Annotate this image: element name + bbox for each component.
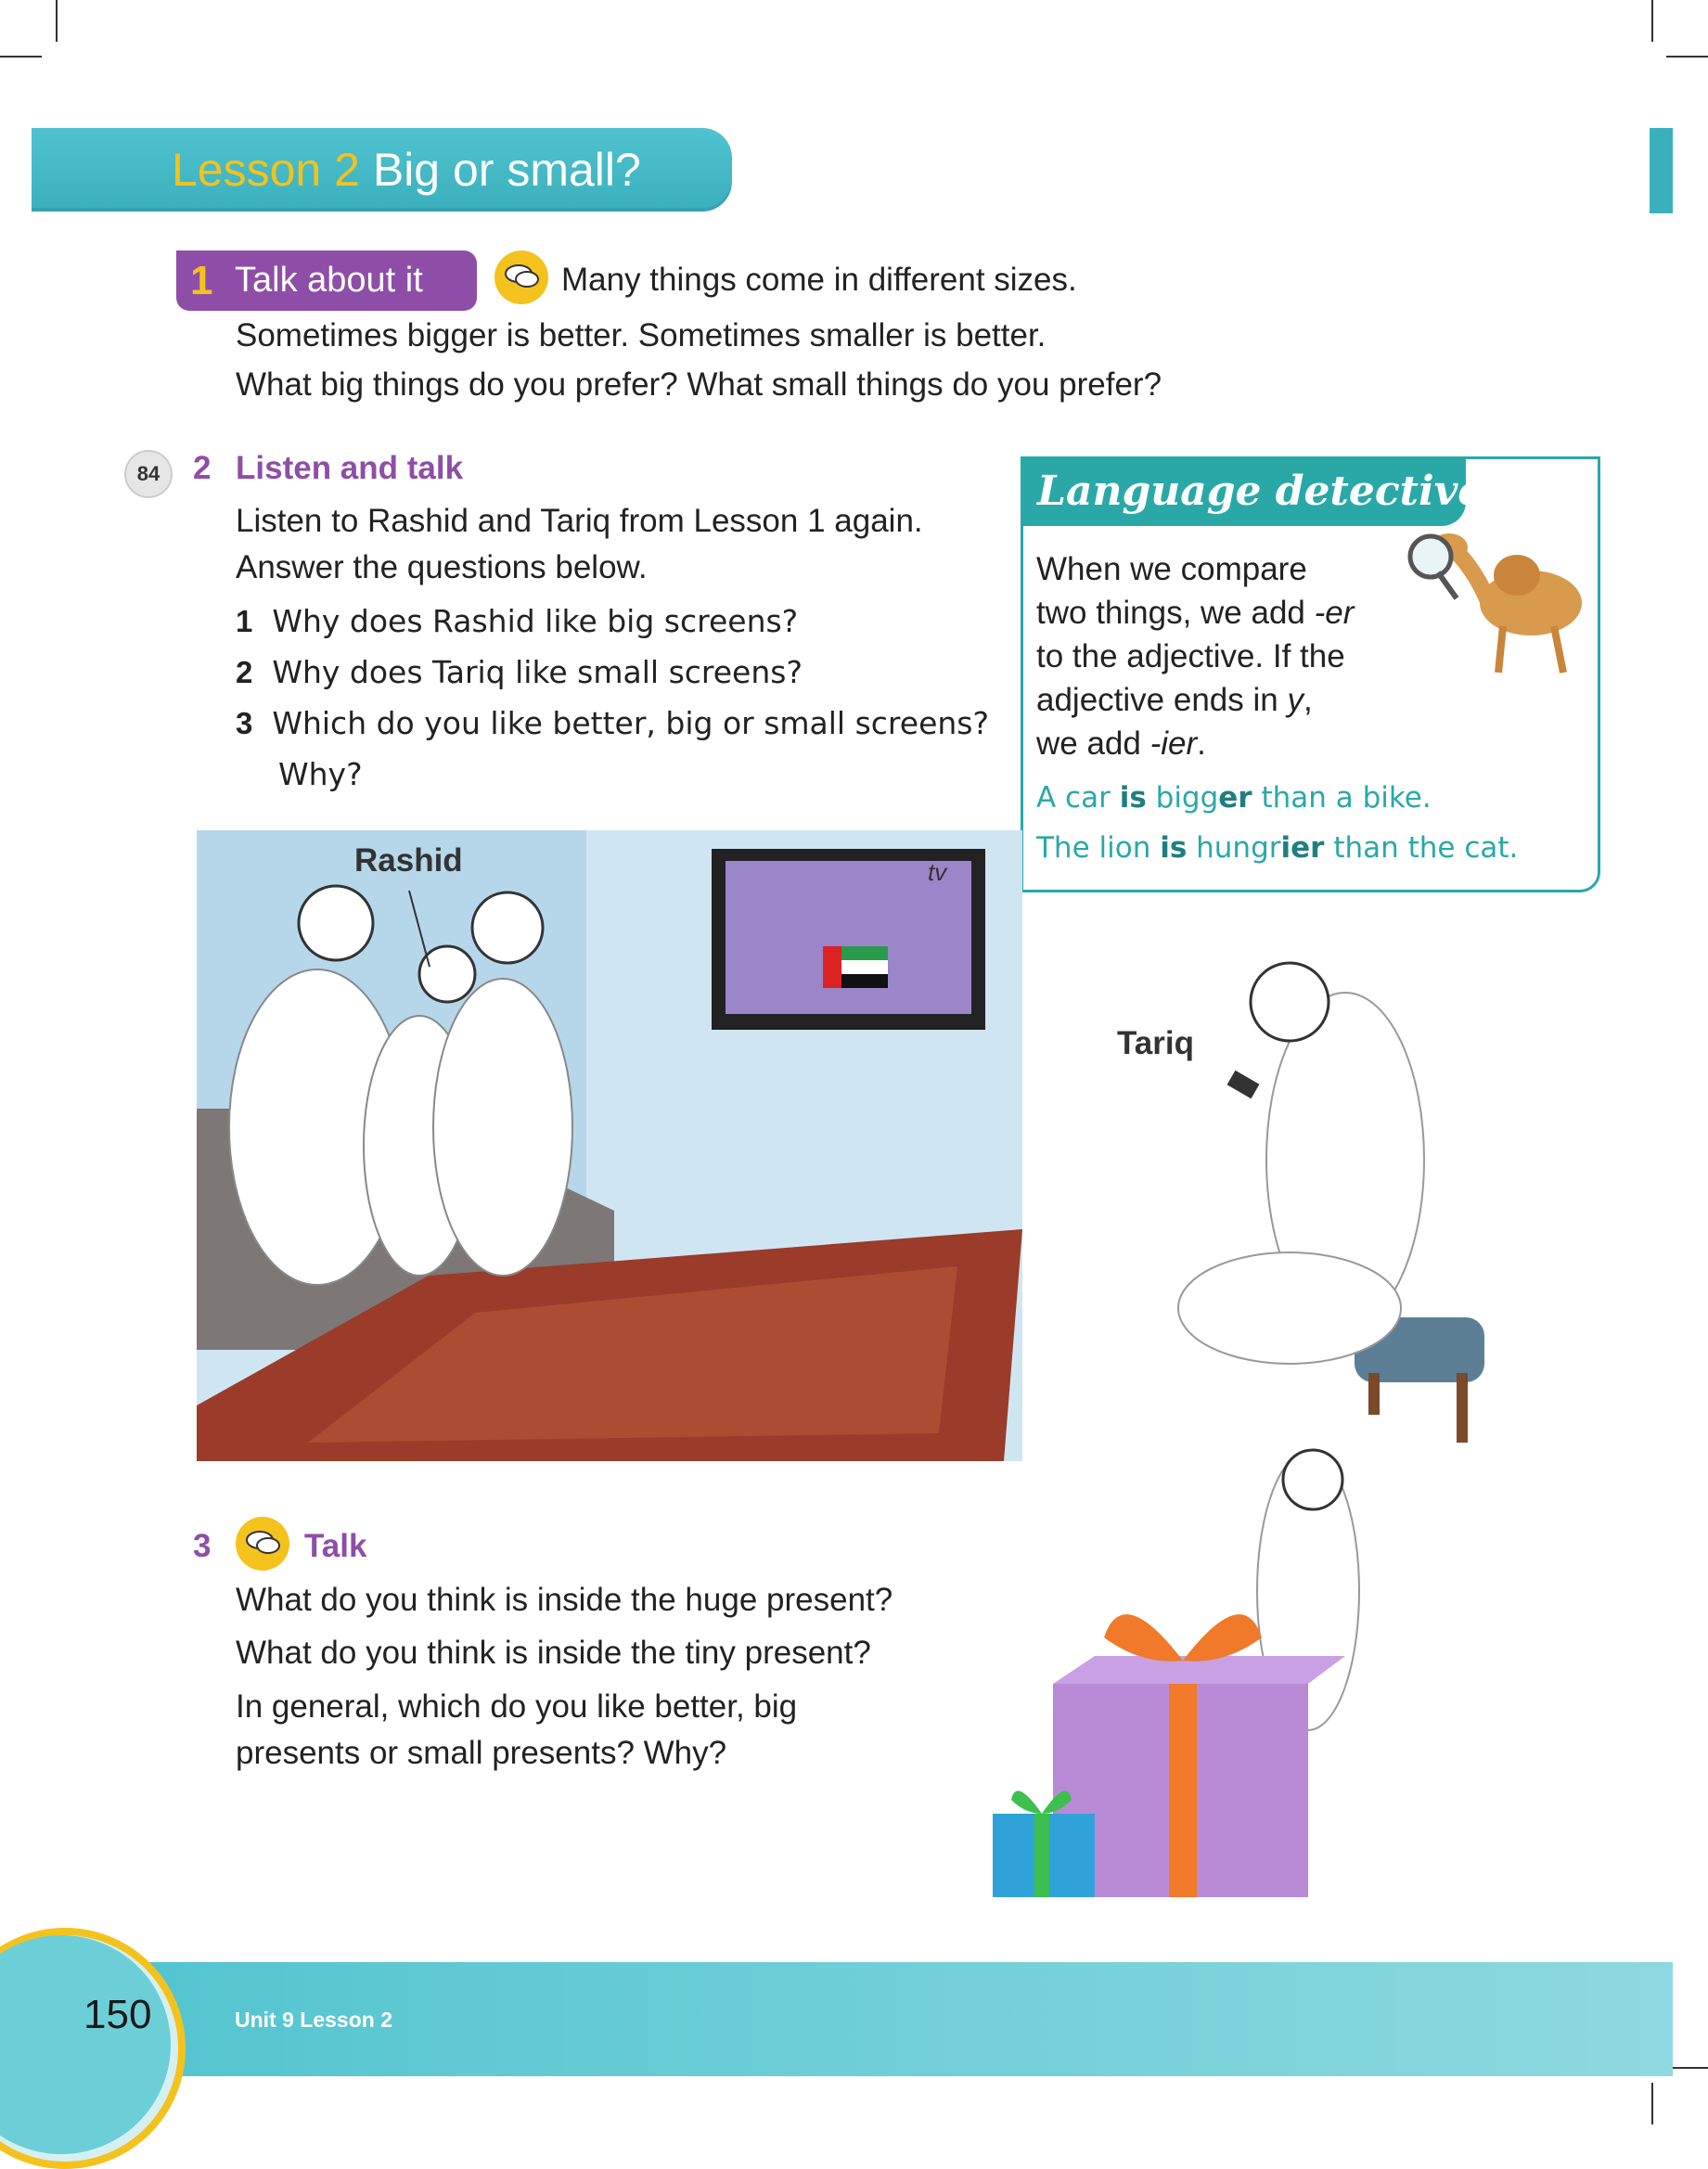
text-part: , (1303, 682, 1313, 718)
bold-part: er (1218, 781, 1252, 815)
crop-mark (0, 56, 42, 58)
question-text: Which do you like better, big or small screens? (272, 705, 989, 741)
crop-mark (1651, 2083, 1653, 2124)
crop-mark (1651, 0, 1653, 42)
section-number: 1 (190, 258, 213, 303)
footer-unit-text: Unit 9 Lesson 2 (235, 2008, 392, 2032)
text-part: . (1197, 725, 1206, 762)
bold-part: is (1119, 781, 1147, 815)
text-part: When we compare (1036, 551, 1307, 587)
section3-line: What do you think is inside the huge present? (236, 1582, 893, 1618)
crop-mark (1666, 56, 1708, 58)
text-part: hungr (1187, 831, 1281, 865)
audio-track-badge[interactable]: 84 (124, 450, 173, 498)
question-number: 3 (236, 706, 253, 740)
text-part: The lion (1036, 831, 1161, 865)
text-part: than a bike. (1252, 781, 1432, 815)
text-part: A car (1036, 781, 1120, 815)
bold-part: ier (1280, 831, 1325, 865)
section3-heading: Talk (304, 1528, 367, 1564)
presents-illustration (983, 1443, 1466, 1925)
section1-line: What big things do you prefer? What small things do you prefer? (236, 366, 1162, 403)
letter-y: y (1287, 682, 1303, 718)
rashid-label: Rashid (354, 842, 463, 879)
section3-line: presents or small presents? Why? (236, 1735, 727, 1771)
question-number: 1 (236, 604, 253, 638)
section3-number: 3 (193, 1528, 212, 1564)
text-part: we add (1036, 725, 1150, 762)
detective-example (1036, 825, 1518, 871)
question-item (236, 596, 798, 647)
text-part: bigg (1146, 781, 1219, 815)
suffix-er: -er (1314, 595, 1355, 631)
text-part: to the adjective. If the (1036, 638, 1345, 674)
page-title (172, 137, 641, 202)
detective-text-line (1036, 591, 1354, 635)
tv-logo: tv (928, 858, 947, 886)
question-text: Why does Tariq like small screens? (272, 654, 803, 690)
side-tab (1650, 128, 1673, 213)
camel-detective-illustration (1401, 515, 1596, 682)
section2-number: 2 (193, 450, 212, 486)
detective-text-line (1036, 678, 1313, 722)
section3-line: What do you think is inside the tiny present? (236, 1635, 871, 1671)
question-item (236, 698, 989, 749)
tariq-with-phone-illustration (1141, 918, 1494, 1447)
text-part: two things, we add (1036, 595, 1315, 631)
suffix-ier: -ier (1149, 725, 1198, 762)
question-number: 2 (236, 655, 253, 689)
section2-intro: Answer the questions below. (236, 549, 648, 585)
text-part: adjective ends in (1036, 682, 1288, 718)
detective-text-line (1036, 547, 1307, 591)
question-text: Why does Rashid like big screens? (272, 603, 799, 639)
section2-intro: Listen to Rashid and Tariq from Lesson 1 again. (236, 503, 923, 539)
speech-bubbles-icon (494, 250, 548, 304)
detective-text-line (1036, 722, 1206, 765)
section1-line: Many things come in different sizes. (561, 262, 1077, 298)
lesson-name: Big or small? (372, 144, 641, 196)
bold-part: is (1160, 831, 1188, 865)
crop-mark (56, 0, 58, 42)
section3-line: In general, which do you like better, big (236, 1688, 798, 1725)
question-continuation: Why? (278, 756, 363, 792)
section2-heading: Listen and talk (236, 450, 464, 486)
page-number: 150 (83, 1992, 152, 2037)
language-detective-title: Language detective (1037, 468, 1484, 515)
section1-line: Sometimes bigger is better. Sometimes smaller is better. (236, 317, 1047, 353)
speech-bubbles-icon (236, 1517, 289, 1571)
text-part: than the cat. (1324, 831, 1519, 865)
question-item (236, 647, 803, 698)
detective-text-line (1036, 635, 1345, 678)
living-room-illustration (197, 830, 1022, 1461)
section-label: Talk about it (235, 261, 423, 300)
detective-example (1036, 775, 1432, 821)
lesson-number: Lesson 2 (172, 144, 360, 196)
tariq-label: Tariq (1117, 1025, 1194, 1061)
